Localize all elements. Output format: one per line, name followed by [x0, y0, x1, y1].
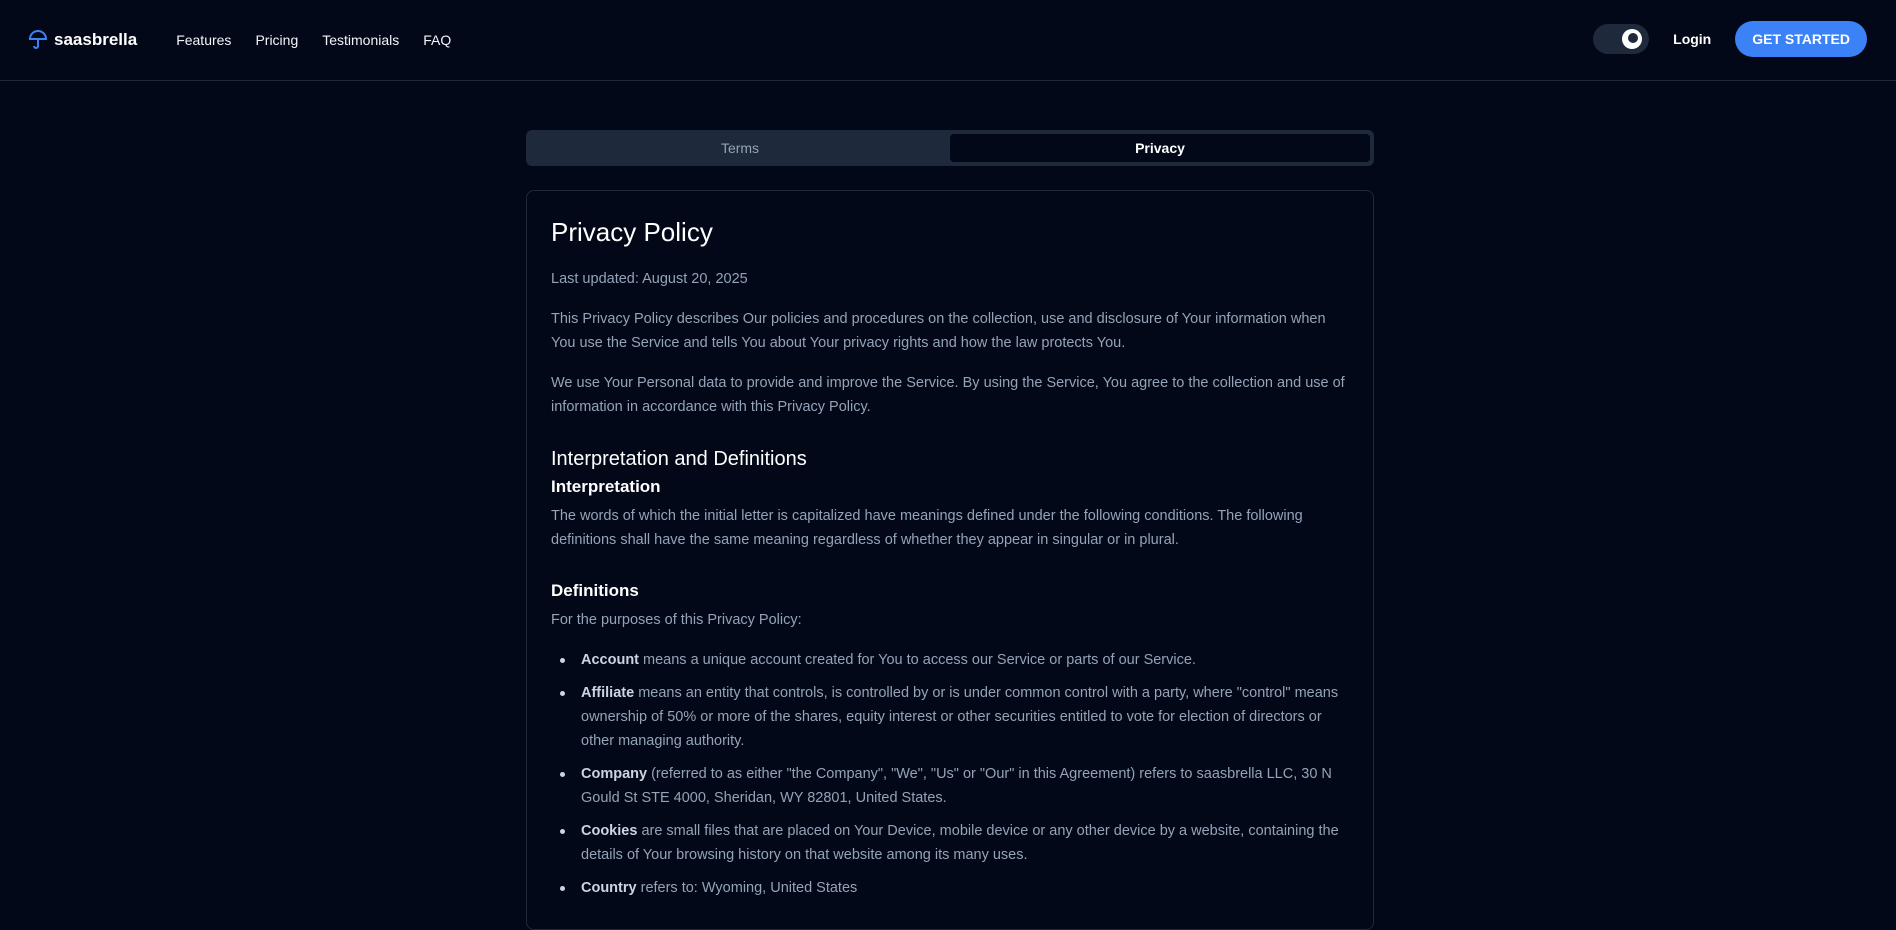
privacy-policy-card [526, 190, 1374, 930]
brand-logo[interactable] [29, 30, 137, 50]
term: Cookies [581, 823, 638, 839]
term: Country [581, 880, 637, 896]
definition: are small files that are placed on Your Device, mobile device or any other device by a website, containing the details of Your browsing history on that website among its many uses. [581, 823, 1339, 863]
list-item [581, 819, 1349, 867]
theme-toggle[interactable] [1593, 24, 1649, 54]
definition: (referred to as either "the Company", "We", "Us" or "Our" in this Agreement) refers to saasbrella LLC, 30 N Gould St STE 4000, Sheridan, WY 82801, United States. [581, 766, 1332, 806]
moon-icon [1622, 29, 1642, 49]
interpretation-text: The words of which the initial letter is capitalized have meanings defined under the following conditions. The following definitions shall have the same meaning regardless of whether they appear in singular or in plural. [551, 508, 1303, 548]
term: Affiliate [581, 685, 635, 701]
nav-pricing[interactable]: Pricing [255, 32, 299, 48]
list-item [581, 876, 1349, 900]
main-nav [176, 32, 451, 48]
nav-faq[interactable]: FAQ [423, 32, 452, 48]
get-started-button[interactable]: GET STARTED [1735, 21, 1867, 57]
intro-paragraph-2: We use Your Personal data to provide and improve the Service. By using the Service, You agree to the collection and use of information in accordance with this Privacy Policy. [551, 375, 1345, 415]
list-item [581, 648, 1349, 672]
top-nav [0, 0, 1896, 81]
definitions-intro: For the purposes of this Privacy Policy: [551, 612, 802, 628]
nav-testimonials[interactable]: Testimonials [322, 32, 400, 48]
umbrella-icon [29, 30, 47, 50]
list-item [581, 762, 1349, 810]
tab-privacy[interactable]: Privacy [950, 134, 1370, 162]
nav-features[interactable]: Features [176, 32, 232, 48]
subheading-interpretation: Interpretation [551, 477, 661, 496]
list-item [581, 681, 1349, 753]
subheading-definitions: Definitions [551, 581, 639, 600]
login-link[interactable]: Login [1673, 31, 1712, 47]
page-title: Privacy Policy [551, 217, 713, 247]
term: Company [581, 766, 648, 782]
last-updated: Last updated: August 20, 2025 [551, 271, 748, 287]
header-actions [1593, 21, 1867, 57]
intro-paragraph-1: This Privacy Policy describes Our policies and procedures on the collection, use and disclosure of Your information when You use the Service and tells You about Your privacy rights and how the law protects You. [551, 311, 1326, 351]
brand-name: saasbrella [54, 30, 138, 49]
tab-terms[interactable]: Terms [720, 140, 760, 156]
term: Account [581, 652, 639, 668]
legal-tabs [526, 130, 1374, 166]
definition: means an entity that controls, is controlled by or is under common control with a party, where "control" means ownership of 50% or more of the shares, equity interest or other securities entitled to vote for election of directors or other managing authority. [581, 685, 1339, 749]
definition: means a unique account created for You to access our Service or parts of our Service. [639, 652, 1196, 668]
definitions-list [551, 648, 1349, 900]
definition: refers to: Wyoming, United States [636, 880, 858, 896]
section-heading: Interpretation and Definitions [551, 448, 807, 470]
